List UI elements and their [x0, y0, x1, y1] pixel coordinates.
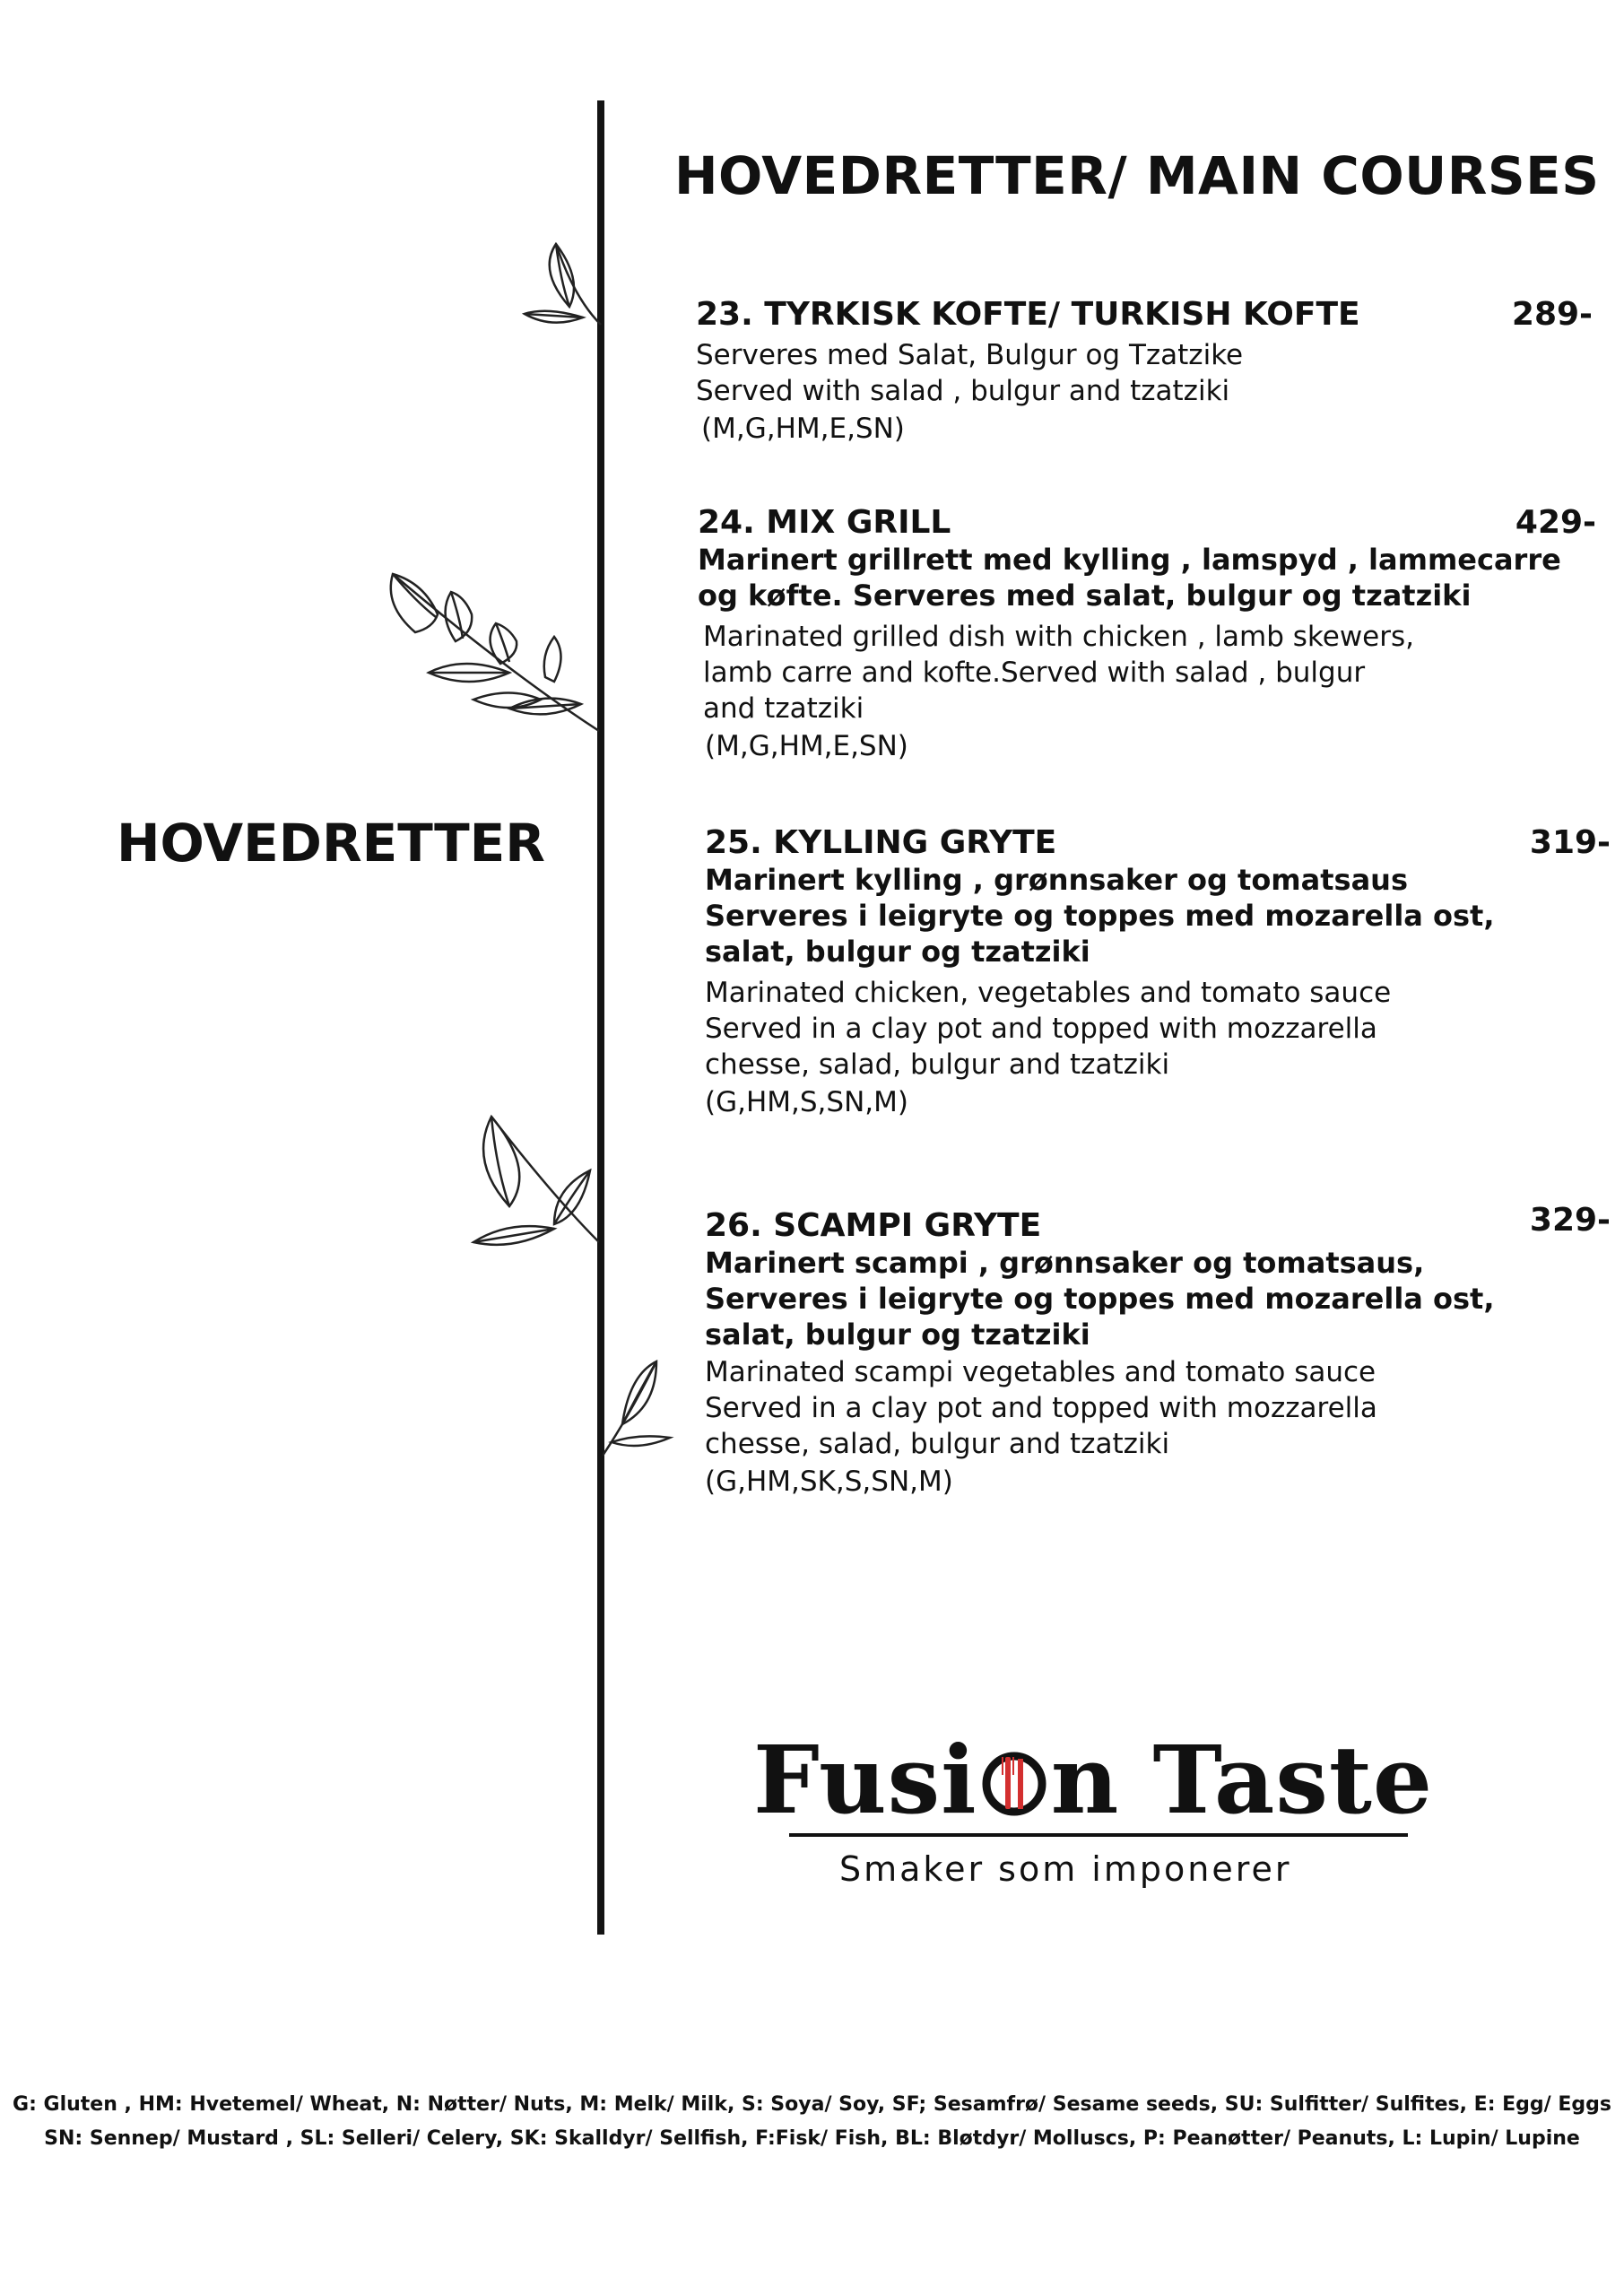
dish-price: 329- [1529, 1202, 1611, 1239]
dish-name: 25. KYLLING GRYTE [705, 824, 1057, 861]
logo-name-part1: Fusi [753, 1725, 977, 1835]
dish-description-no: Serveres med Salat, Bulgur og Tzatzike [696, 339, 1244, 371]
dish-description-en: Marinated grilled dish with chicken , lamb skewers, lamb carre and kofte.Served with salad , bulgur and tzatziki [703, 621, 1414, 725]
dish-allergens: (G,HM,S,SN,M) [705, 1086, 908, 1118]
vertical-divider [597, 100, 604, 1935]
logo-name-part2: n Taste [1050, 1725, 1434, 1835]
dish-description-en: Served with salad , bulgur and tzatziki [696, 375, 1230, 407]
menu-item-26 [705, 1202, 1611, 1500]
section-label: HOVEDRETTER [117, 813, 545, 874]
dish-price: 289- [1511, 296, 1593, 333]
plate-cutlery-icon [979, 1736, 1049, 1806]
dish-description-en: Marinated scampi vegetables and tomato sauce Served in a clay pot and topped with mozzarella chesse, salad, bulgur and tzatziki [705, 1356, 1377, 1460]
page-title: HOVEDRETTER/ MAIN COURSES [674, 145, 1600, 206]
dish-description-en: Marinated chicken, vegetables and tomato sauce Served in a clay pot and topped with mozzarella chesse, salad, bulgur and tzatziki [705, 977, 1392, 1081]
dish-allergens: (M,G,HM,E,SN) [701, 413, 905, 445]
dish-description-no: Marinert scampi , grønnsaker og tomatsaus, Serveres i leigryte og toppes med mozarella ost, salat, bulgur og tzatziki [705, 1246, 1495, 1352]
dish-name: 23. TYRKISK KOFTE/ TURKISH KOFTE [696, 296, 1360, 333]
logo-wordmark [753, 1725, 1434, 1835]
menu-item-23 [696, 296, 1593, 447]
logo-tagline: Smaker som imponerer [839, 1849, 1292, 1889]
dish-allergens: (G,HM,SK,S,SN,M) [705, 1465, 953, 1498]
allergen-legend-line-2: SN: Sennep/ Mustard , SL: Selleri/ Celery, SK: Skalldyr/ Sellfish, F:Fisk/ Fish, BL: Bløtdyr/ Molluscs, P: Peanøtter/ Peanuts, L: Lupin/ Lupine [44, 2127, 1580, 2150]
menu-item-24 [698, 504, 1596, 764]
leaf-sprig-icon-bottom [603, 1352, 674, 1460]
dish-name: 26. SCAMPI GRYTE [705, 1207, 1042, 1244]
dish-price: 319- [1529, 824, 1611, 861]
allergen-legend-line-1: G: Gluten , HM: Hvetemel/ Wheat, N: Nøtter/ Nuts, M: Melk/ Milk, S: Soya/ Soy, SF; Sesamfrø/ Sesame seeds, SU: Sulfitter/ Sulfites, E: Egg/ Eggs [13, 2093, 1611, 2116]
dish-name: 24. MIX GRILL [698, 504, 951, 541]
menu-item-25 [705, 824, 1611, 1120]
leaf-branch-icon [375, 565, 599, 744]
dish-price: 429- [1515, 504, 1596, 541]
leaf-sprig-icon-middle [465, 1108, 599, 1251]
leaf-sprig-icon-top [520, 235, 610, 334]
allergen-legend [0, 2088, 1624, 2156]
dish-description-no: Marinert kylling , grønnsaker og tomatsaus Serveres i leigryte og toppes med mozarella ost, salat, bulgur og tzatziki [705, 863, 1495, 969]
brand-logo [753, 1725, 1434, 1889]
dish-allergens: (M,G,HM,E,SN) [705, 730, 908, 762]
dish-description-no: Marinert grillrett med kylling , lamspyd , lammecarre og køfte. Serveres med salat, bulgur og tzatziki [698, 543, 1561, 613]
